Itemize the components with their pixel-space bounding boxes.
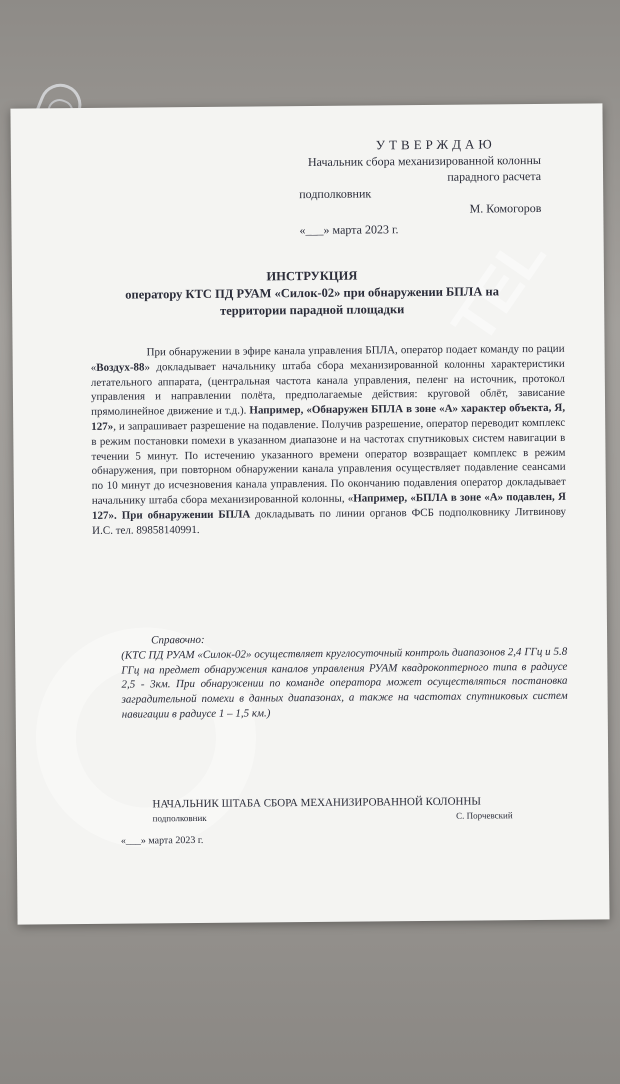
body-text-4: докладывать по линии органов ФСБ подполковнику Литвинову И.С. тел. 89858140991. [92,505,567,537]
heading-subtitle: оператору КТС ПД РУАМ «Силок-02» при обнаружении БПЛА на [125,284,499,302]
note-title: Справочно: [151,633,205,647]
approval-title: УТВЕРЖДАЮ [375,136,496,153]
approval-rank: подполковник [299,186,372,202]
body-text: При обнаружении в эфире канала управления БПЛА, оператор подает команду по рации « [90,342,565,374]
body-paragraph [91,342,567,538]
body-bold-example-2: Например, «БПЛА в зоне «А» подавлен, Я 127». При обнаружении БПЛА [91,490,566,522]
document-heading [72,266,552,321]
body-text-2: » докладывает начальнику штаба сбора механизированной колонны характеристики летательного аппарата, (центральная частота канала управления, пеленг на источник, протокол управления и направлении полёта, предполагаемые действия: круговой облёт, зависание прямолинейное движение и т.д.). [90,357,566,419]
body-bold-example: Например, «Обнаружен БПЛА в зоне «А» характер объекта, Я, 127» [91,401,566,433]
signature-block [152,794,512,825]
reference-note [121,630,568,723]
watermark-text: TEL [439,223,559,355]
instruction-body [91,342,567,538]
approval-position-2: парадного расчета [447,168,542,184]
heading-title: ИНСТРУКЦИЯ [266,268,358,284]
note-text: (КТС ПД РУАМ «Силок-02» осуществляет круглосуточный контроль диапазонов 2,4 ГГц и 5.8 ГГц на предмет обнаружения каналов управления РУАМ квадрокоптерного типа в радиусе 2,5 - 3км. При обнаружении по команде оператора может осуществляться постановка заградительной помехи в данных диапазонах, а также на частотах спутниковых систем навигации в радиусе 1 – 1,5 км.) [121,645,568,721]
approval-date: «___» марта 2023 г. [299,222,399,238]
approval-block [281,136,572,239]
signature-title: НАЧАЛЬНИК ШТАБА СБОРА МЕХАНИЗИРОВАННОЙ КОЛОННЫ [152,795,482,811]
body-text-3: , и запрашивает разрешение на подавление. Получив разрешение, оператор переводит комплекс в режим постановки помехи в указанном диапазоне и на частотах спутниковых систем навигации в течении 5 минут. По истечению указанного времени оператор возвращает комплекс в режим обнаружения, при повторном обнаружении канала управления осуществляет подавление сеансами по 10 минут до исчезновения канала управления. По окончанию подавления оператор докладывает начальнику штаба сбора механизированной колонны, « [91,416,566,507]
signature-name: С. Порчевский [456,810,513,821]
signature-rank: подполковник [152,812,207,824]
body-bold: Воздух-88 [96,361,145,374]
signature-row [153,808,513,825]
approval-name: М. Комогоров [469,200,542,216]
heading-subtitle-2: территории парадной площадки [220,302,405,318]
bottom-date: «___» марта 2023 г. [120,834,204,847]
document-sheet [10,103,609,924]
approval-position: Начальник сбора механизированной колонны [307,152,541,170]
